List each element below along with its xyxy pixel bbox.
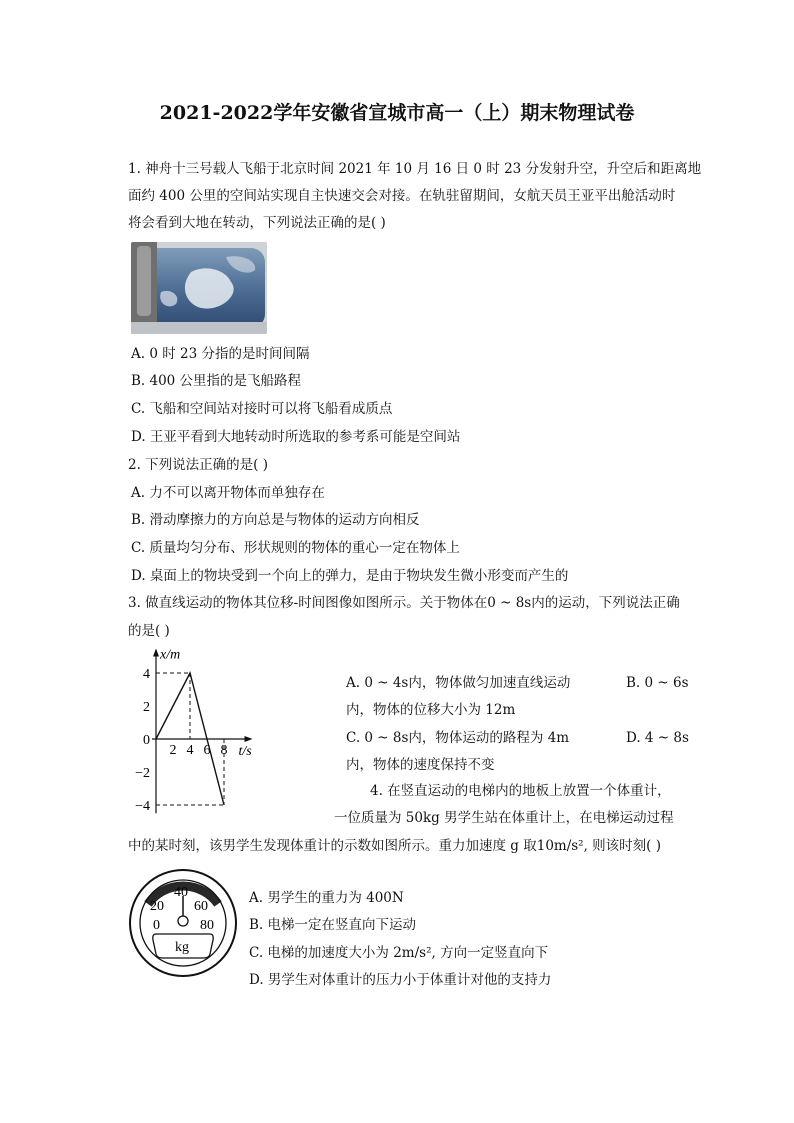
y-tick-label: 2 <box>143 700 150 715</box>
y-axis-arrow <box>153 649 159 657</box>
q3-option-b-part2: 内，物体的位移大小为 12m <box>346 702 516 718</box>
q3-option-d-part2: 内，物体的速度保持不变 <box>346 757 495 773</box>
y-tick-label: −2 <box>135 766 150 781</box>
x-axis-arrow <box>245 736 253 742</box>
scale-tick-40: 40 <box>174 885 188 900</box>
q2-option-c: C. 质量均匀分布、形状规则的物体的重心一定在物体上 <box>131 540 460 556</box>
q1-stem-line2: 面约 400 公里的空间站实现自主快速交会对接。在轨驻留期间，女航天员王亚平出舱活动时 <box>128 188 676 204</box>
q4-stem-line2: 一位质量为 50kg 男学生站在体重计上，在电梯运动过程 <box>334 810 674 826</box>
scale-tick-20: 20 <box>150 899 164 914</box>
x-tick-label: 2 <box>169 743 177 758</box>
q3-stem-line2: 的是( ) <box>128 623 170 639</box>
earth-window-photo <box>131 242 267 334</box>
scale-dial-figure <box>128 866 248 986</box>
q2-option-b: B. 滑动摩擦力的方向总是与物体的运动方向相反 <box>131 512 420 528</box>
q1-stem-line1: 1. 神舟十三号载人飞船于北京时间 2021 年 10 月 16 日 0 时 23 分发射升空，升空后和距离地 <box>128 161 702 177</box>
q1-option-a: A. 0 时 23 分指的是时间间隔 <box>131 346 310 362</box>
y-tick-label: 4 <box>143 667 150 682</box>
displacement-time-chart <box>126 645 330 825</box>
x-tick-label: 8 <box>220 743 228 758</box>
scale-unit-label: kg <box>175 940 189 955</box>
q1-option-c: C. 飞船和空间站对接时可以将飞船看成质点 <box>131 401 393 417</box>
y-axis-label: x/m <box>160 647 181 663</box>
scale-tick-80: 80 <box>200 918 214 933</box>
q4-option-b: B. 电梯一定在竖直向下运动 <box>249 917 417 933</box>
x-tick-label: 6 <box>203 743 211 758</box>
y-tick-label: 0 <box>143 733 150 748</box>
q4-stem-line1: 4. 在竖直运动的电梯内的地板上放置一个体重计， <box>370 783 671 799</box>
q2-option-d: D. 桌面上的物块受到一个向上的弹力，是由于物块发生微小形变而产生的 <box>131 568 569 584</box>
q4-option-a: A. 男学生的重力为 400N <box>249 890 404 906</box>
q1-stem-line3: 将会看到大地在转动，下列说法正确的是( ) <box>128 215 386 231</box>
q3-stem-line1: 3. 做直线运动的物体其位移-时间图像如图所示。关于物体在0 ~ 8s内的运动，下列说法正确 <box>128 595 680 611</box>
scale-tick-60: 60 <box>194 899 208 914</box>
q3-option-d-part1: D. 4 ~ 8s <box>626 730 689 746</box>
q3-option-b-part1: B. 0 ~ 6s <box>626 675 689 691</box>
q4-option-d: D. 男学生对体重计的压力小于体重计对他的支持力 <box>249 972 552 988</box>
q3-option-a: A. 0 ~ 4s内，物体做匀加速直线运动 <box>346 675 571 691</box>
q2-stem: 2. 下列说法正确的是( ) <box>128 457 268 473</box>
q2-option-a: A. 力不可以离开物体而单独存在 <box>131 485 325 501</box>
q4-stem-line3: 中的某时刻，该男学生发现体重计的示数如图所示。重力加速度 g 取10m/s², 则该时刻( ) <box>128 838 661 854</box>
q1-option-d: D. 王亚平看到大地转动时所选取的参考系可能是空间站 <box>131 429 461 445</box>
q4-option-c: C. 电梯的加速度大小为 2m/s², 方向一定竖直向下 <box>249 945 549 961</box>
y-tick-label: −4 <box>135 799 150 814</box>
page-title: 2021-2022学年安徽省宣城市高一（上）期末物理试卷 <box>159 102 635 124</box>
x-axis-label: t/s <box>238 744 252 759</box>
q3-option-c: C. 0 ~ 8s内，物体运动的路程为 4m <box>346 730 570 746</box>
q1-option-b: B. 400 公里指的是飞船路程 <box>131 373 302 389</box>
x-tick-label: 4 <box>186 743 194 758</box>
scale-tick-0: 0 <box>153 918 160 933</box>
